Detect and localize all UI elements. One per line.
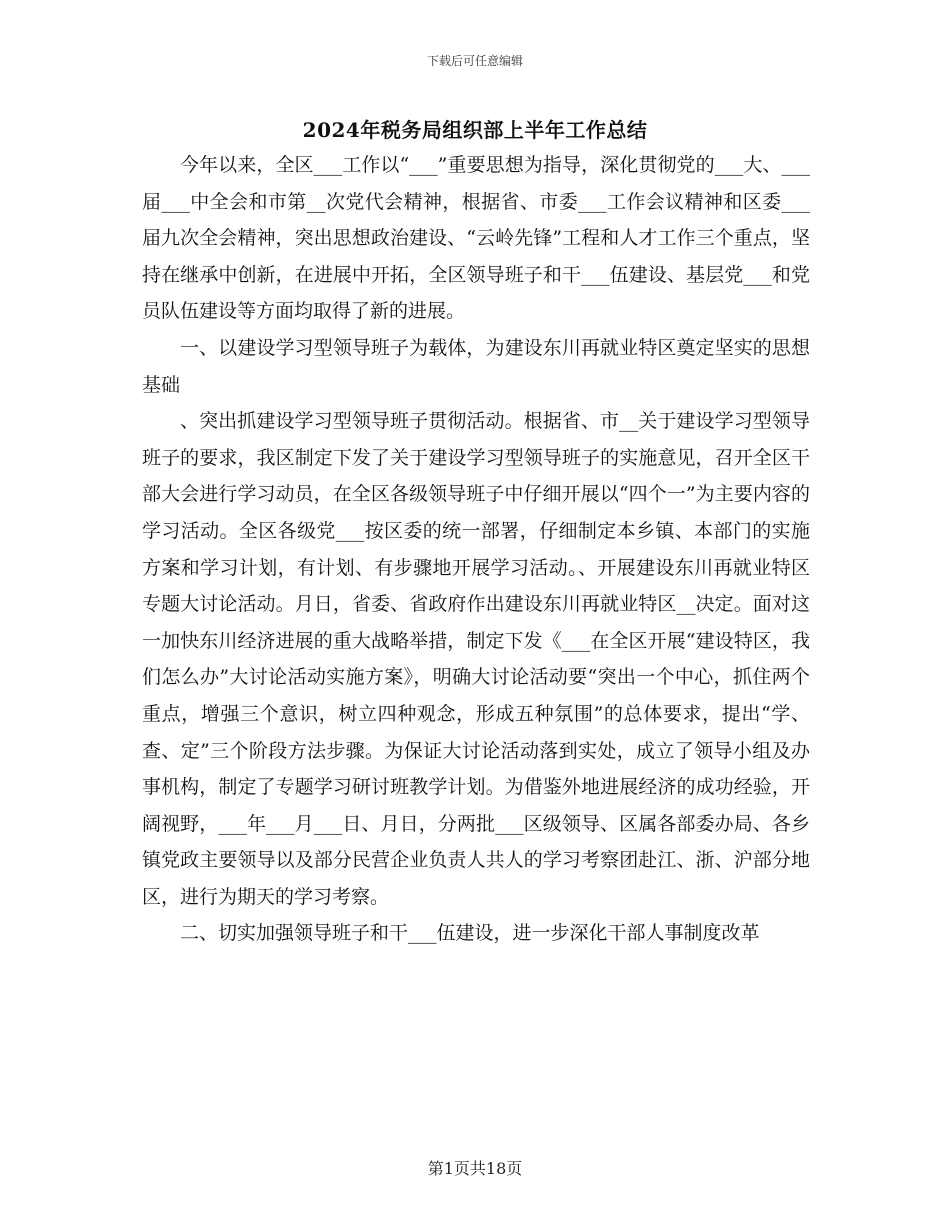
document-body <box>142 147 810 952</box>
section-heading-1: 一、以建设学习型领导班子为载体，为建设东川再就业特区奠定坚实的思想基础 <box>142 336 810 396</box>
page-number-footer: 第1页共18页 <box>427 1159 523 1178</box>
document-title: 2024年税务局组织部上半年工作总结 <box>302 118 648 142</box>
paragraph-intro: 今年以来，全区___工作以“___”重要思想为指导，深化贯彻党的___大、___届___中全会和市第__次党代会精神，根据省、市委___工作会议精神和区委___届九次全会精神，突出思想政治建设、“云岭先锋”工程和人才工作三个重点，坚持在继承中创新，在进展中开拓，全区领导班子和干___伍建设、基层党___和党员队伍建设等方面均取得了新的进展。 <box>142 154 810 323</box>
header-note: 下载后可任意编辑 <box>426 54 523 68</box>
paragraph-section-1: 、突出抓建设学习型领导班子贯彻活动。根据省、市__关于建设学习型领导班子的要求，我区制定下发了关于建设学习型领导班子的实施意见，召开全区干部大会进行学习动员，在全区各级领导班子中仔细开展以“四个一”为主要内容的学习活动。全区各级党___按区委的统一部署，仔细制定本乡镇、本部门的实施方案和学习计划，有计划、有步骤地开展学习活动。、开展建设东川再就业特区专题大讨论活动。月日，省委、省政府作出建设东川再就业特区__决定。面对这一加快东川经济进展的重大战略举措，制定下发《___在全区开展“建设特区，我们怎么办”大讨论活动实施方案》，明确大讨论活动要“突出一个中心，抓住两个重点，增强三个意识，树立四种观念，形成五种氛围”的总体要求，提出“学、查、定”三个阶段方法步骤。为保证大讨论活动落到实处，成立了领导小组及办事机构，制定了专题学习研讨班教学计划。为借鉴外地进展经济的成功经验，开阔视野，___年___月___日、月日，分两批___区级领导、区属各部委办局、各乡镇党政主要领导以及部分民营企业负责人共人的学习考察团赴江、浙、沪部分地区，进行为期天的学习考察。 <box>142 410 810 908</box>
section-heading-2: 二、切实加强领导班子和干___伍建设，进一步深化干部人事制度改革 <box>180 922 760 945</box>
